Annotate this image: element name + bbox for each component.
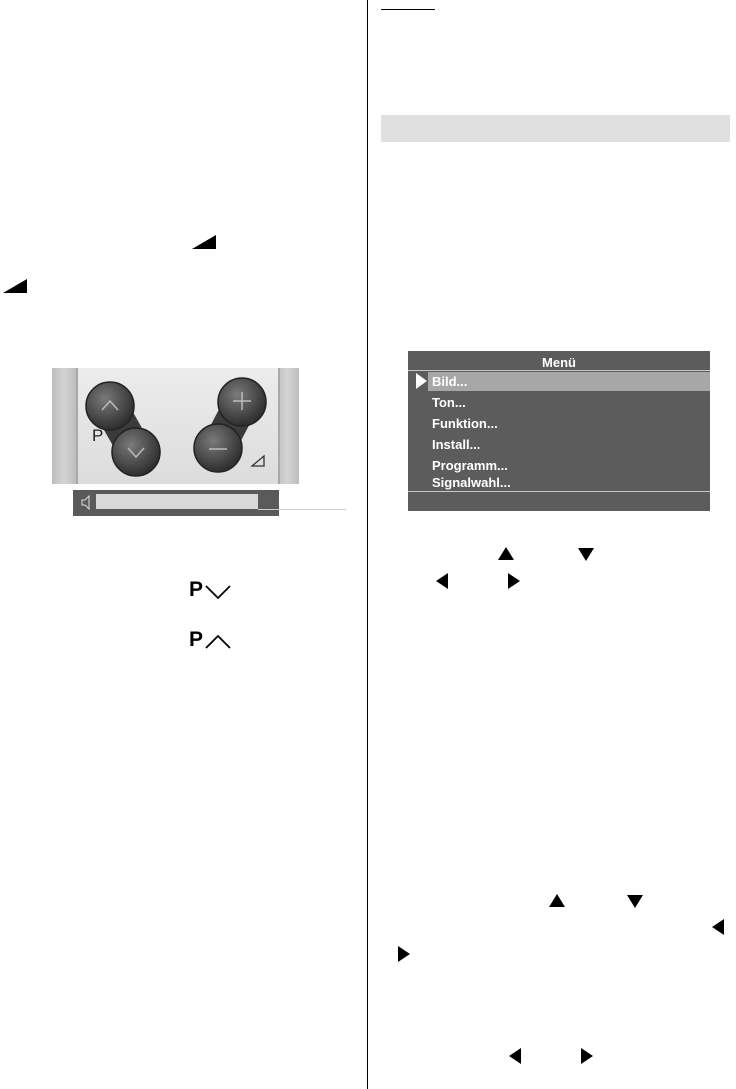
volume-wedge-icon xyxy=(252,456,264,466)
volume-wedge-icon xyxy=(3,279,27,293)
program-label: P xyxy=(92,426,104,445)
menu-item-programm[interactable]: Programm... xyxy=(432,458,508,473)
menu-item-bild[interactable]: Bild... xyxy=(432,374,468,389)
menu-item-install[interactable]: Install... xyxy=(432,437,481,452)
osd-main-menu xyxy=(408,351,710,511)
volume-fill xyxy=(96,494,258,509)
arrow-up-icon xyxy=(498,547,514,560)
menu-footer-separator xyxy=(408,491,710,492)
menu-title-separator xyxy=(408,370,710,371)
program-down-letter: P xyxy=(189,578,204,601)
arrow-down-icon xyxy=(578,548,594,561)
speaker-icon xyxy=(81,495,91,510)
arrow-left-icon xyxy=(436,573,448,589)
arrow-left-icon xyxy=(509,1048,521,1064)
menu-pointer-icon xyxy=(416,373,427,389)
section-heading-bar xyxy=(381,115,730,142)
tv-control-panel xyxy=(52,368,299,484)
volume-wedge-icon xyxy=(192,235,216,249)
arrow-up-icon xyxy=(549,894,565,907)
menu-item-funktion[interactable]: Funktion... xyxy=(432,416,498,431)
volume-track xyxy=(258,509,346,510)
heading-underline xyxy=(381,9,435,10)
arrow-down-icon xyxy=(627,895,643,908)
column-divider xyxy=(367,0,368,1089)
chevron-up-icon xyxy=(205,634,231,649)
arrow-left-icon xyxy=(712,919,724,935)
volume-level-bar xyxy=(73,490,279,516)
panel-buttons xyxy=(52,368,299,484)
menu-selection-highlight xyxy=(428,372,710,391)
program-up-letter: P xyxy=(189,628,204,651)
menu-item-ton[interactable]: Ton... xyxy=(432,395,466,410)
chevron-down-icon xyxy=(205,585,231,600)
volume-buttons[interactable] xyxy=(194,378,266,472)
arrow-right-icon xyxy=(398,946,410,962)
arrow-right-icon xyxy=(581,1048,593,1064)
arrow-right-icon xyxy=(508,573,520,589)
menu-item-signalwahl[interactable]: Signalwahl... xyxy=(432,475,511,490)
menu-title: Menü xyxy=(542,355,576,370)
